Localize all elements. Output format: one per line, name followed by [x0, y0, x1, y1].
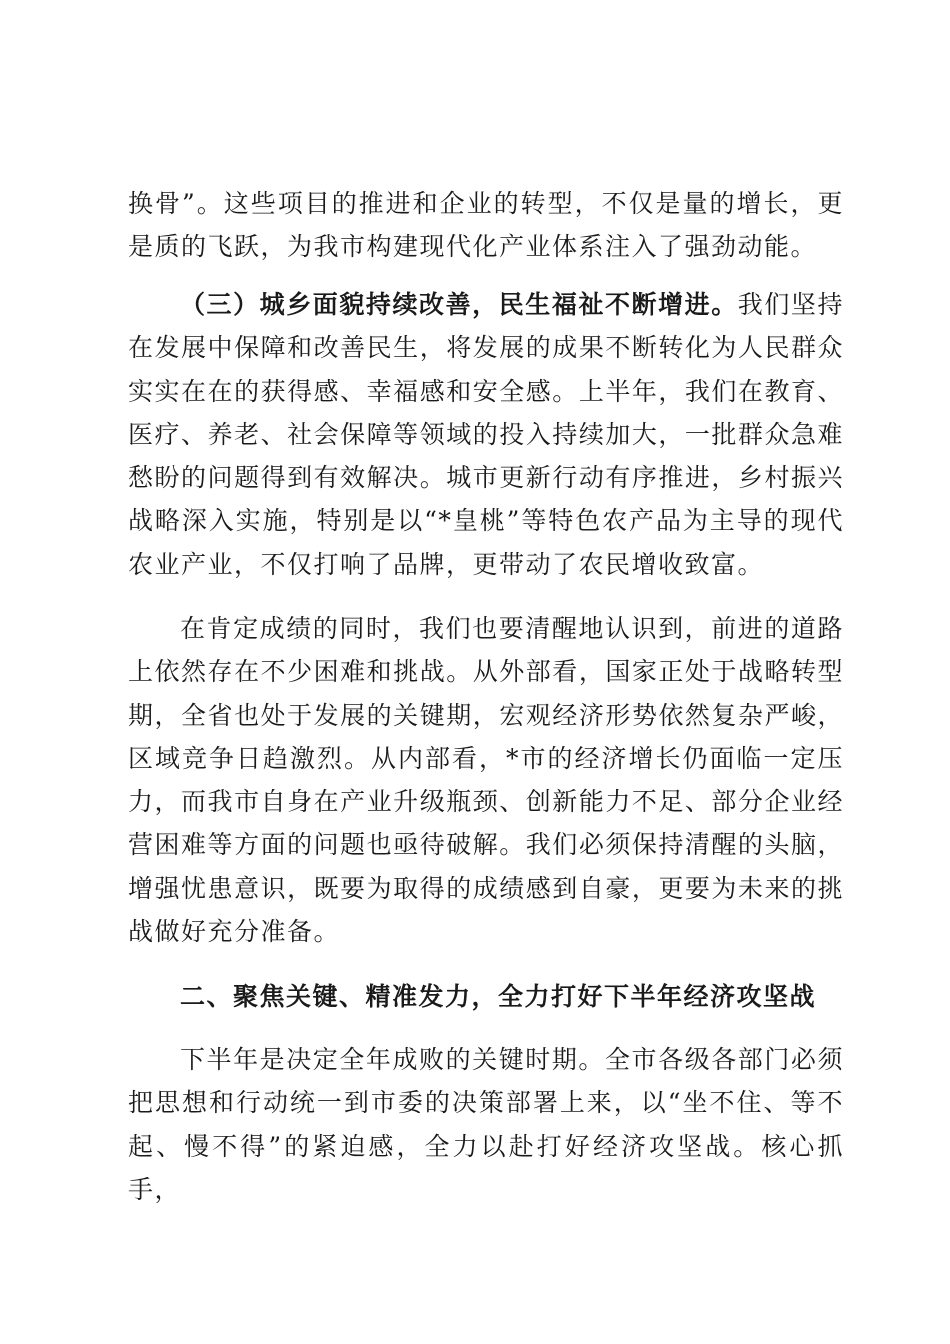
paragraph-continuation: 换骨”。这些项目的推进和企业的转型，不仅是量的增长，更是质的飞跃，为我市构建现代化产业体系注入了强劲动能。 — [128, 189, 844, 262]
paragraph-challenges: 在肯定成绩的同时，我们也要清醒地认识到，前进的道路上依然存在不少困难和挑战。从外部看，国家正处于战略转型期，全省也处于发展的关键期，宏观经济形势依然复杂严峻，区域竞争日趋激烈。从内部看，*市的经济增长仍面临一定压力，而我市自身在产业升级瓶颈、创新能力不足、部分企业经营困难等方面的问题也亟待破解。我们必须保持清醒的头脑，增强忧患意识，既要为取得的成绩感到自豪，更要为未来的挑战做好充分准备。 — [128, 614, 844, 947]
section-three-heading: （三）城乡面貌持续改善，民生福祉不断增进。 — [180, 290, 738, 319]
paragraph-second-half: 下半年是决定全年成败的关键时期。全市各级各部门必须把思想和行动统一到市委的决策部署上来，以“坐不住、等不起、慢不得”的紧迫感，全力以赴打好经济攻坚战。核心抓手， — [128, 1045, 844, 1204]
section-heading-two: 二、聚焦关键、精准发力，全力打好下半年经济攻坚战 — [180, 982, 817, 1011]
section-three-body: 我们坚持在发展中保障和改善民生，将发展的成果不断转化为人民群众实实在在的获得感、幸福感和安全感。上半年，我们在教育、医疗、养老、社会保障等领域的投入持续加大，一批群众急难愁盼的问题得到有效解决。城市更新行动有序推进，乡村振兴战略深入实施，特别是以“*皇桃”等特色农产品为主导的现代农业产业，不仅打响了品牌，更带动了农民增收致富。 — [128, 290, 844, 579]
paragraph-section-three — [128, 283, 844, 586]
